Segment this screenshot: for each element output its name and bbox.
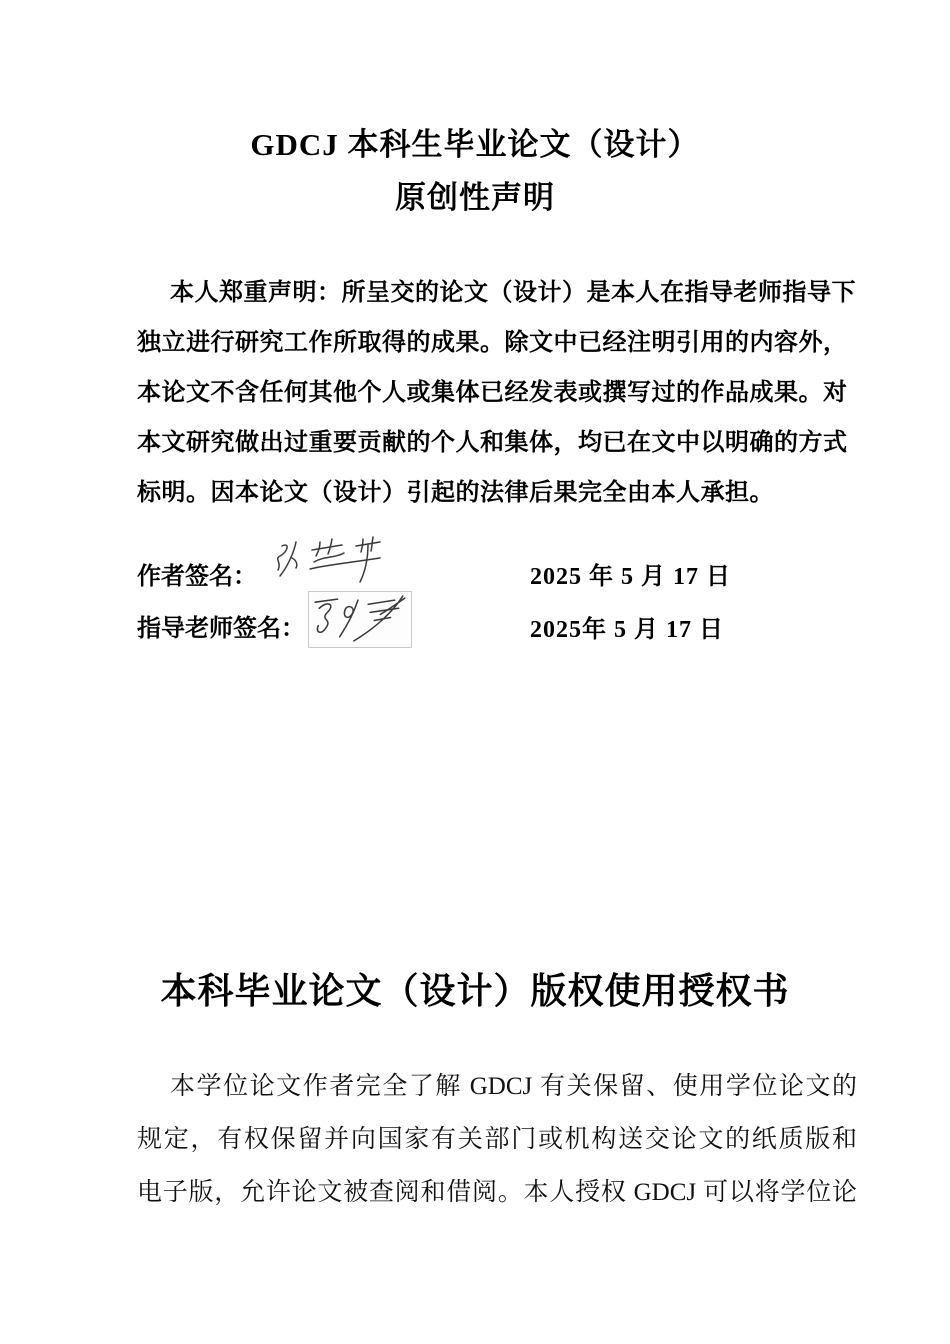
author-signature-label: 作者签名： [137, 564, 257, 590]
declaration-title-line1: GDCJ 本科生毕业论文（设计） [250, 127, 700, 162]
author-signature-date: 2025 年 5 月 17 日 [530, 564, 731, 590]
declaration-title-line2: 原创性声明 [395, 180, 555, 215]
declaration-line: 本人郑重声明：所呈交的论文（设计）是本人在指导老师指导下 [170, 280, 856, 306]
author-signature-handwriting [268, 536, 388, 586]
declaration-line: 本文研究做出过重要贡献的个人和集体，均已在文中以明确的方式 [137, 430, 848, 456]
advisor-signature-image-box [308, 591, 412, 648]
advisor-signature-handwriting [309, 592, 411, 647]
declaration-line: 标明。因本论文（设计）引起的法律后果完全由本人承担。 [137, 480, 774, 506]
authorization-line: 本学位论文作者完全了解 GDCJ 有关保留、使用学位论文的 [170, 1073, 857, 1100]
declaration-title [0, 118, 950, 224]
authorization-title: 本科毕业论文（设计）版权使用授权书 [160, 970, 790, 1011]
authorization-line: 电子版，允许论文被查阅和借阅。本人授权 GDCJ 可以将学位论 [137, 1179, 857, 1206]
declaration-line: 本论文不含任何其他个人或集体已经发表或撰写过的作品成果。对 [137, 380, 848, 406]
authorization-line: 规定，有权保留并向国家有关部门或机构送交论文的纸质版和 [137, 1126, 857, 1153]
declaration-paragraph [137, 268, 856, 518]
authorization-paragraph [137, 1060, 857, 1219]
advisor-signature-date: 2025年 5 月 17 日 [530, 617, 724, 643]
advisor-signature-label: 指导老师签名： [137, 616, 305, 642]
declaration-line: 独立进行研究工作所取得的成果。除文中已经注明引用的内容外， [137, 330, 848, 356]
